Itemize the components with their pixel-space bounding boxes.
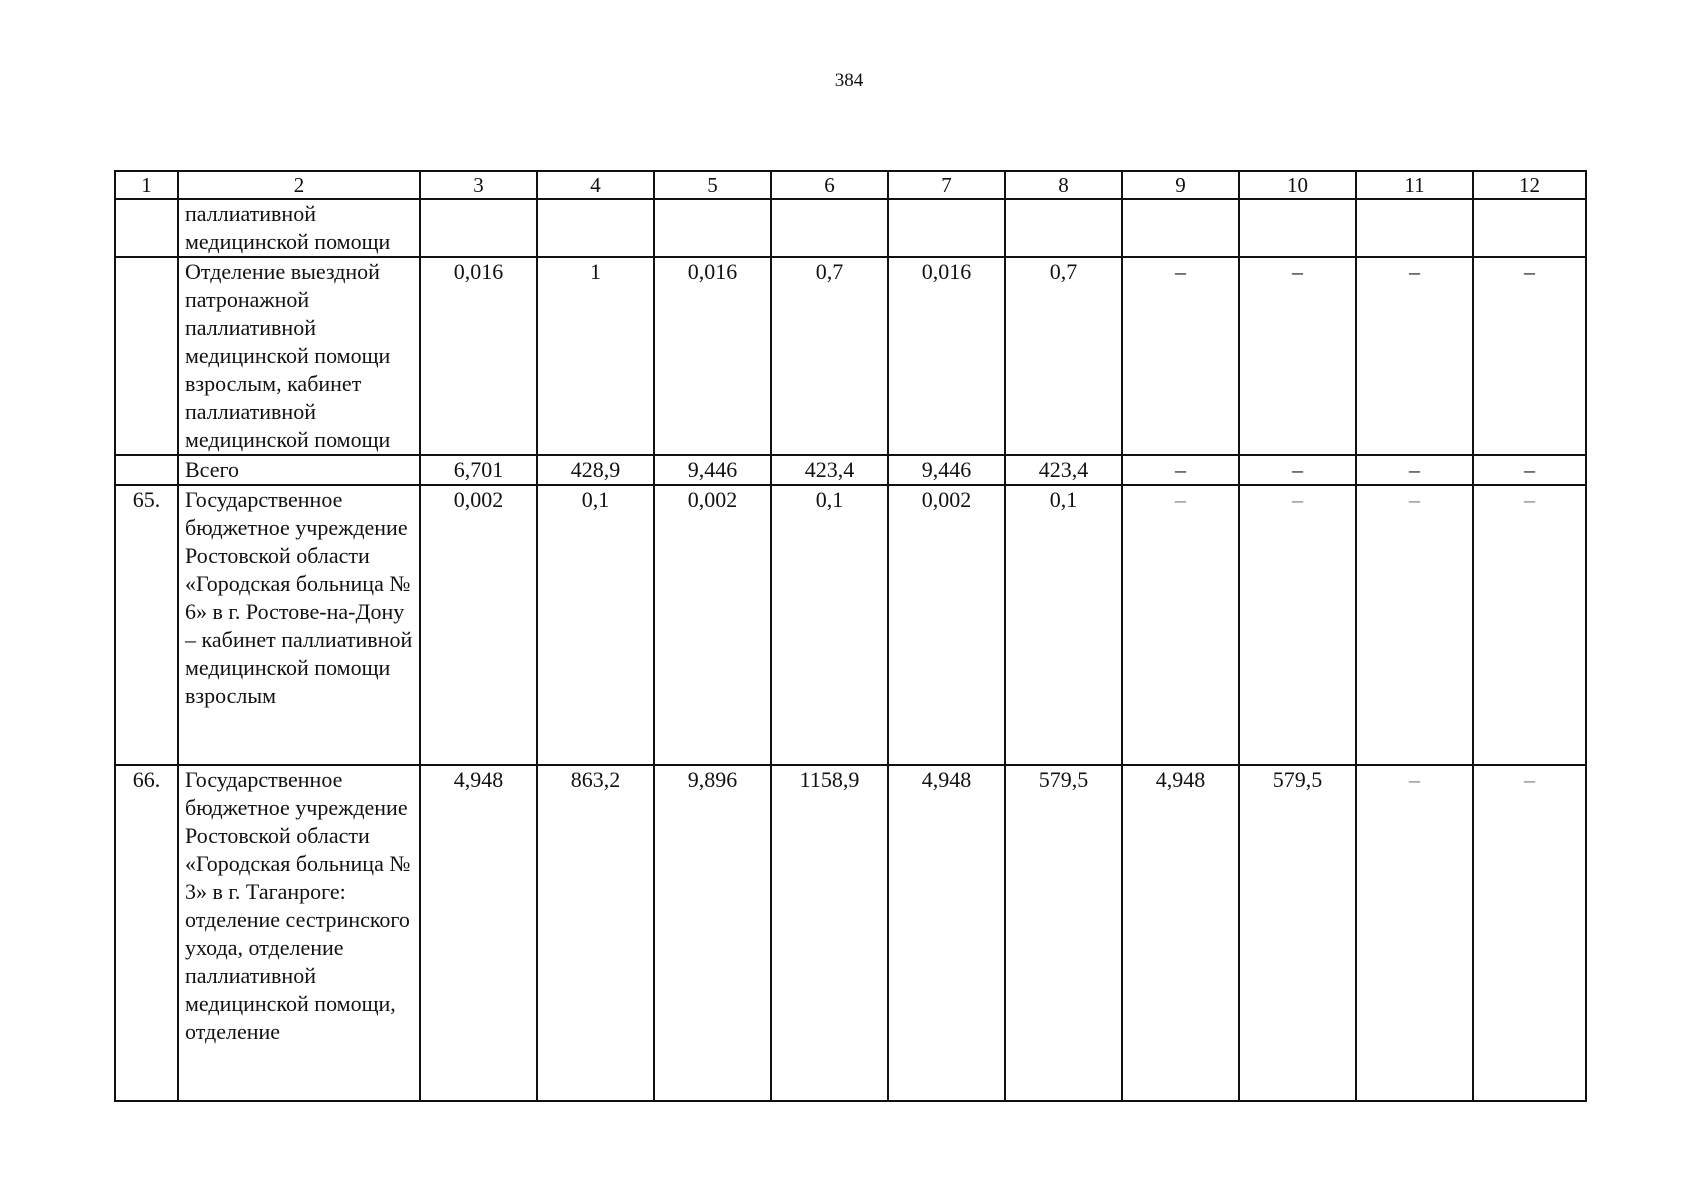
- column-header: 6: [771, 171, 888, 199]
- table-cell: 1: [537, 257, 654, 455]
- column-header: 1: [115, 171, 178, 199]
- table-cell: [1239, 199, 1356, 257]
- table-cell: 428,9: [537, 455, 654, 485]
- data-table: [114, 170, 1587, 1102]
- column-header: 8: [1005, 171, 1122, 199]
- column-header: 11: [1356, 171, 1473, 199]
- institution-name: Отделение выездной патронажной паллиативной медицинской помощи взрослым, кабинет паллиативной медицинской помощи: [178, 257, 420, 455]
- column-header: 10: [1239, 171, 1356, 199]
- table-cell: 9,446: [888, 455, 1005, 485]
- table-cell: 0,002: [888, 485, 1005, 765]
- table-cell: 0,1: [1005, 485, 1122, 765]
- table-cell: 0,1: [771, 485, 888, 765]
- table-cell: 0,002: [420, 485, 537, 765]
- table-cell: [1122, 199, 1239, 257]
- table-cell: 0,7: [771, 257, 888, 455]
- table-row: [115, 257, 1586, 455]
- table-cell: 0,002: [654, 485, 771, 765]
- column-header: 7: [888, 171, 1005, 199]
- table-cell: 0,016: [654, 257, 771, 455]
- table-cell: 0,1: [537, 485, 654, 765]
- table-cell: 9,896: [654, 765, 771, 1101]
- table-cell: [420, 199, 537, 257]
- table-row: [115, 485, 1586, 765]
- institution-name: Государственное бюджетное учреждение Ростовской области «Городская больница № 6» в г. Ростове-на-Дону – кабинет паллиативной медицинской помощи взрослым: [178, 485, 420, 765]
- table-cell: –: [1122, 455, 1239, 485]
- column-number-row: [115, 171, 1586, 199]
- institution-name: паллиативной медицинской помощи: [178, 199, 420, 257]
- table-cell: [654, 199, 771, 257]
- table-cell: 4,948: [1122, 765, 1239, 1101]
- table-cell: 863,2: [537, 765, 654, 1101]
- table-cell: [1473, 199, 1586, 257]
- table-cell: –: [1473, 485, 1586, 765]
- column-header: 12: [1473, 171, 1586, 199]
- table-cell: [1356, 199, 1473, 257]
- table-cell: [537, 199, 654, 257]
- table-cell: 9,446: [654, 455, 771, 485]
- table-cell: 423,4: [771, 455, 888, 485]
- row-number: [115, 199, 178, 257]
- table-row: [115, 199, 1586, 257]
- column-header: 5: [654, 171, 771, 199]
- table-cell: –: [1122, 257, 1239, 455]
- table-cell: [888, 199, 1005, 257]
- table-cell: –: [1239, 455, 1356, 485]
- column-header: 3: [420, 171, 537, 199]
- table-cell: 579,5: [1239, 765, 1356, 1101]
- column-header: 2: [178, 171, 420, 199]
- table-cell: 4,948: [888, 765, 1005, 1101]
- institution-name: Государственное бюджетное учреждение Ростовской области «Городская больница № 3» в г. Таганроге: отделение сестринского ухода, отделение паллиативной медицинской помощи, отделение: [178, 765, 420, 1101]
- row-number: [115, 257, 178, 455]
- table-row: [115, 765, 1586, 1101]
- table-cell: –: [1356, 257, 1473, 455]
- row-number: 66.: [115, 765, 178, 1101]
- table-cell: –: [1239, 257, 1356, 455]
- table-cell: –: [1356, 765, 1473, 1101]
- table-cell: 423,4: [1005, 455, 1122, 485]
- table-cell: –: [1239, 485, 1356, 765]
- table-cell: 0,016: [420, 257, 537, 455]
- total-label: Всего: [178, 455, 420, 485]
- table-cell: 0,016: [888, 257, 1005, 455]
- column-header: 4: [537, 171, 654, 199]
- table-cell: –: [1473, 765, 1586, 1101]
- table-cell: –: [1356, 485, 1473, 765]
- table-cell: 6,701: [420, 455, 537, 485]
- column-header: 9: [1122, 171, 1239, 199]
- table-cell: –: [1473, 455, 1586, 485]
- table-cell: [771, 199, 888, 257]
- table-cell: –: [1122, 485, 1239, 765]
- table-cell: 1158,9: [771, 765, 888, 1101]
- table-cell: –: [1356, 455, 1473, 485]
- table-cell: 4,948: [420, 765, 537, 1101]
- table-row-total: [115, 455, 1586, 485]
- table-cell: 579,5: [1005, 765, 1122, 1101]
- page-number: 384: [834, 70, 864, 91]
- table-cell: [1005, 199, 1122, 257]
- row-number: [115, 455, 178, 485]
- table-cell: –: [1473, 257, 1586, 455]
- row-number: 65.: [115, 485, 178, 765]
- table-cell: 0,7: [1005, 257, 1122, 455]
